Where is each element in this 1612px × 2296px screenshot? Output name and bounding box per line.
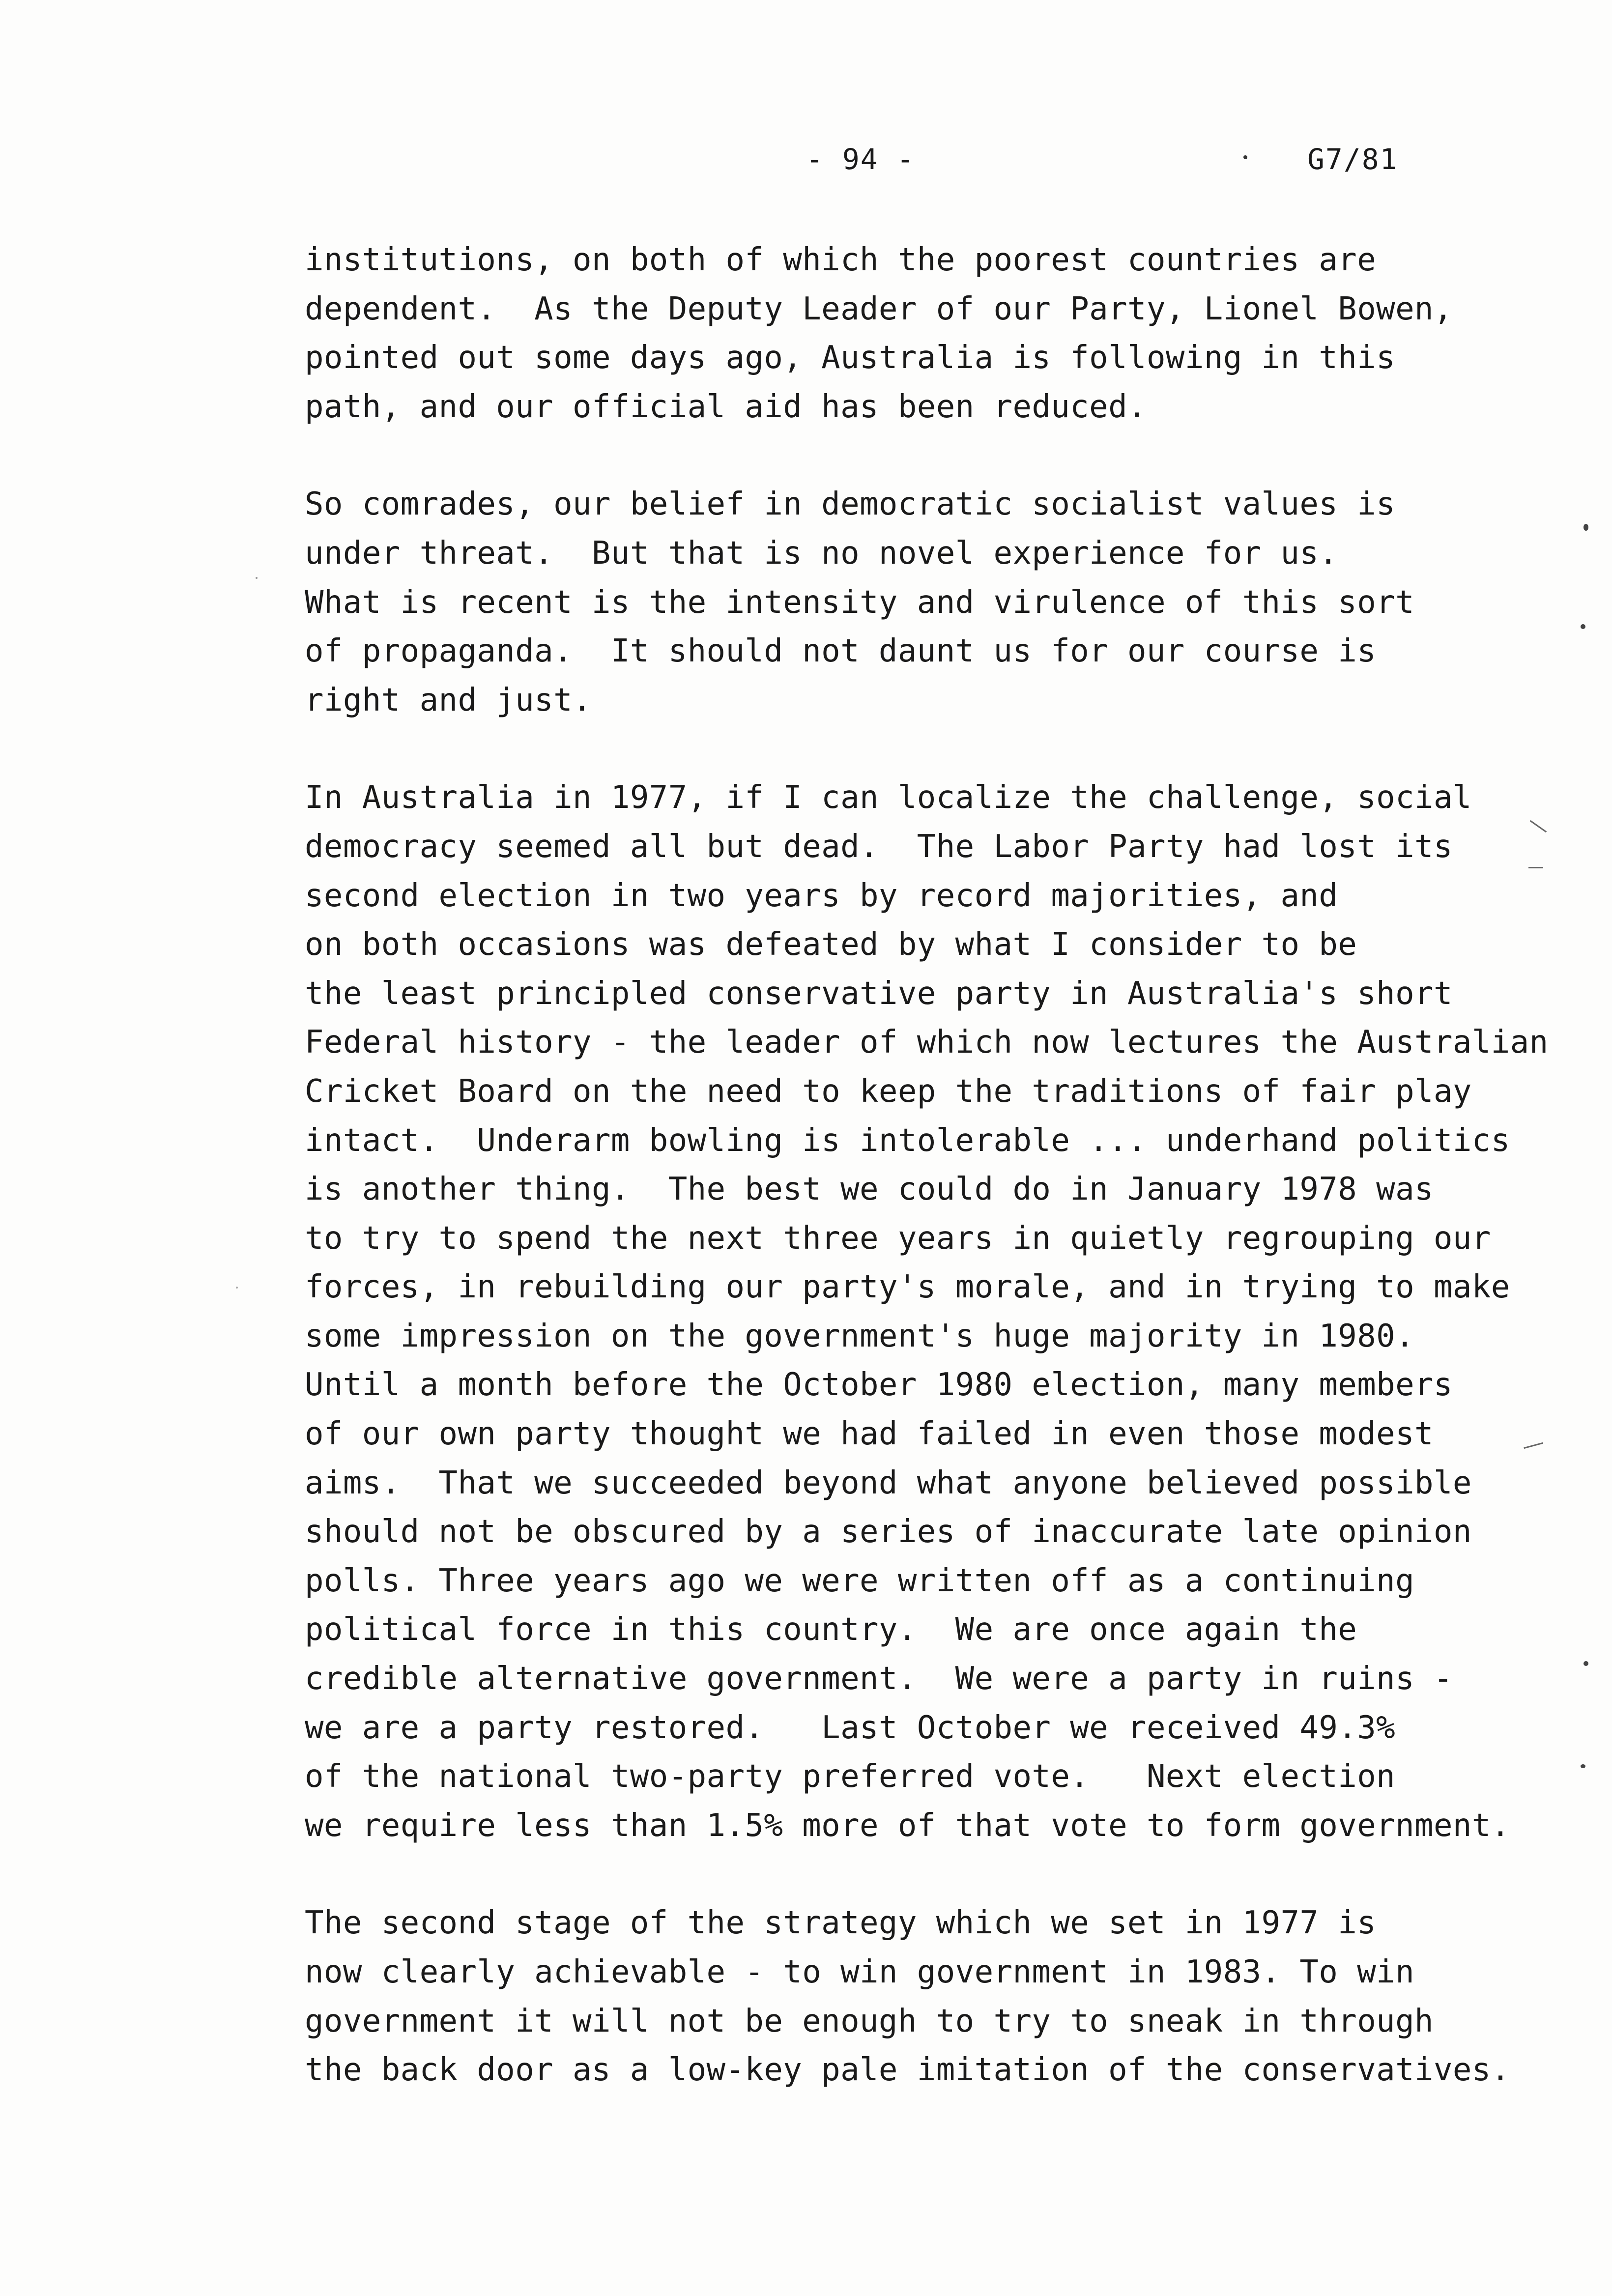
text-line: we are a party restored. Last October we received 49.3% — [305, 1709, 1396, 1746]
paragraph-3 — [305, 774, 1592, 1850]
text-line: we require less than 1.5% more of that vote to form government. — [305, 1807, 1510, 1844]
text-line: In Australia in 1977, if I can localize the challenge, social — [305, 779, 1472, 816]
text-line: is another thing. The best we could do in January 1978 was — [305, 1171, 1434, 1208]
text-line: Until a month before the October 1980 election, many members — [305, 1367, 1453, 1404]
text-line: aims. That we succeeded beyond what anyone believed possible — [305, 1464, 1472, 1501]
scan-speck — [1243, 155, 1247, 159]
text-line: now clearly achievable - to win government in 1983. To win — [305, 1954, 1415, 1990]
text-line: The second stage of the strategy which we set in 1977 is — [305, 1905, 1377, 1942]
text-line: intact. Underarm bowling is intolerable ... underhand politics — [305, 1122, 1510, 1159]
text-line: should not be obscured by a series of inaccurate late opinion — [305, 1514, 1472, 1550]
text-line: under threat. But that is no novel experience for us. — [305, 535, 1338, 572]
text-line: path, and our official aid has been reduced. — [305, 388, 1147, 425]
paragraph-1 — [305, 236, 1592, 431]
text-line: What is recent is the intensity and virulence of this sort — [305, 584, 1415, 621]
text-line: of propaganda. It should not daunt us for our course is — [305, 633, 1377, 670]
body-text — [305, 236, 1592, 2144]
scan-speck — [1583, 1661, 1588, 1666]
paragraph-4 — [305, 1899, 1592, 2095]
text-line: Federal history - the leader of which now lectures the Australian — [305, 1024, 1549, 1061]
text-line: credible alternative government. We were a party in ruins - — [305, 1661, 1453, 1697]
text-line: Cricket Board on the need to keep the traditions of fair play — [305, 1073, 1472, 1110]
text-line: to try to spend the next three years in quietly regrouping our — [305, 1220, 1491, 1257]
text-line: the back door as a low-key pale imitation of the conservatives. — [305, 2052, 1510, 2089]
text-line: dependent. As the Deputy Leader of our Party, Lionel Bowen, — [305, 290, 1453, 327]
text-line: government it will not be enough to try to sneak in through — [305, 2003, 1434, 2039]
text-line: some impression on the government's huge majority in 1980. — [305, 1318, 1415, 1354]
text-line: of our own party thought we had failed in even those modest — [305, 1416, 1434, 1453]
text-line: the least principled conservative party in Australia's short — [305, 975, 1453, 1012]
scan-speck — [1528, 867, 1543, 868]
text-line: second election in two years by record majorities, and — [305, 877, 1338, 914]
scan-speck — [236, 1287, 238, 1289]
scan-speck — [1581, 624, 1585, 629]
text-line: pointed out some days ago, Australia is following in this — [305, 340, 1396, 376]
text-line: of the national two-party preferred vote. Next election — [305, 1758, 1396, 1795]
text-line: right and just. — [305, 682, 592, 718]
paragraph-2 — [305, 480, 1592, 725]
scan-speck — [256, 577, 258, 579]
text-line: democracy seemed all but dead. The Labor Party had lost its — [305, 828, 1453, 865]
scan-speck — [1583, 524, 1588, 531]
text-line: institutions, on both of which the poorest countries are — [305, 242, 1377, 278]
text-line: on both occasions was defeated by what I consider to be — [305, 926, 1357, 963]
scan-speck — [1581, 1764, 1585, 1768]
text-line: political force in this country. We are once again the — [305, 1611, 1357, 1648]
text-line: polls. Three years ago we were written off as a continuing — [305, 1562, 1415, 1599]
document-reference: G7/81 — [1307, 143, 1398, 176]
page-number: - 94 - — [806, 143, 915, 176]
text-line: So comrades, our belief in democratic socialist values is — [305, 486, 1396, 523]
text-line: forces, in rebuilding our party's morale, and in trying to make — [305, 1269, 1510, 1306]
